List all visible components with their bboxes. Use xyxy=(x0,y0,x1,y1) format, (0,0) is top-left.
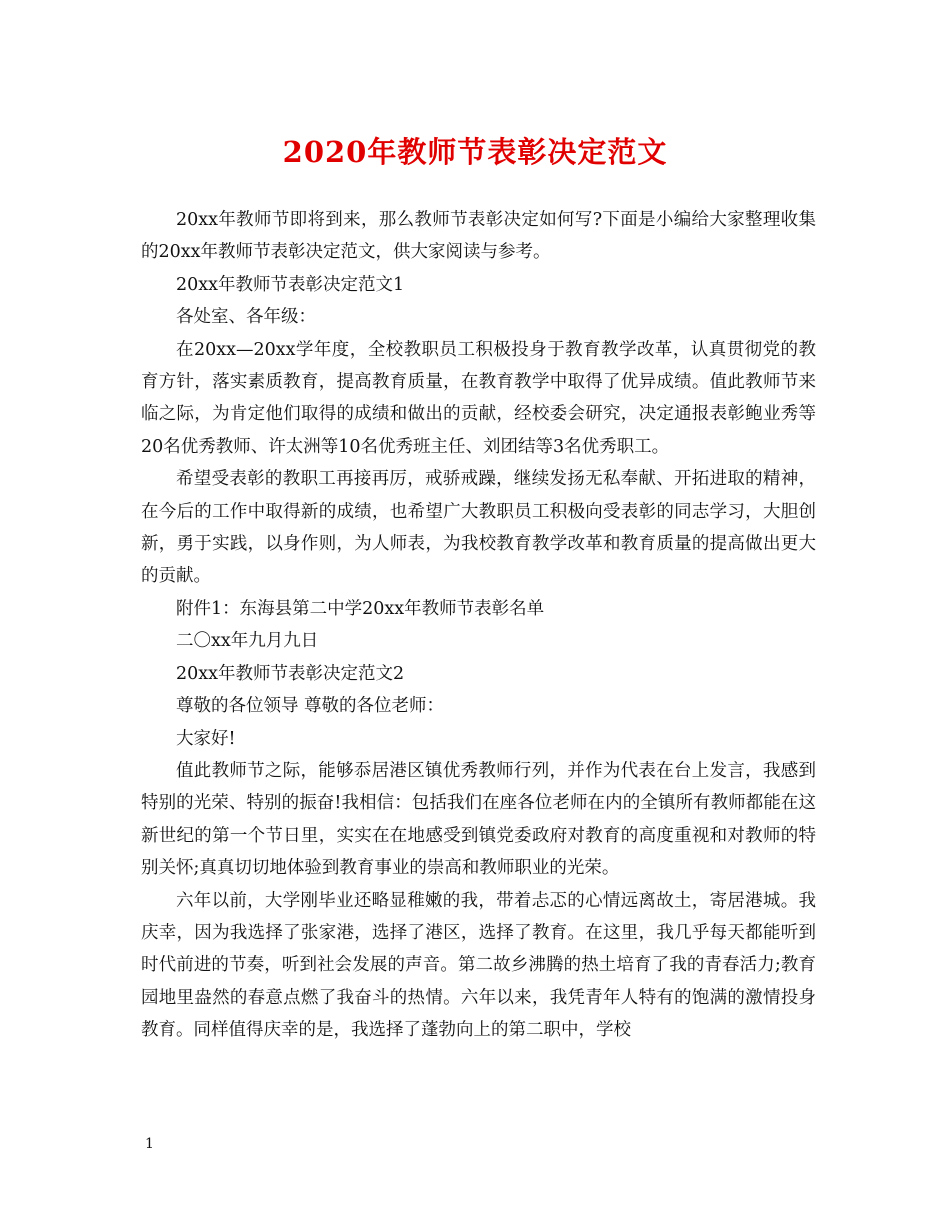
salutation-2: 尊敬的各位领导 尊敬的各位老师： xyxy=(176,696,445,717)
date-line: 二〇xx年九月九日 xyxy=(176,631,319,652)
salutation-1: 各处室、各年级： xyxy=(176,307,316,328)
greeting: 大家好! xyxy=(176,728,236,749)
paragraph-speech-2: 六年以前，大学刚毕业还略显稚嫩的我，带着忐忑的心情远离故土，寄居港城。我庆幸，因为我选择了张家港，选择了港区，选择了教育。在这里，我几乎每天都能听到时代前进的节奏，听到社会发展的声音。第二故乡沸腾的热土培育了我的青春活力;教育园地里盎然的春意点燃了我奋斗的热情。六年以来，我凭青年人特有的饱满的激情投身教育。同样值得庆幸的是，我选择了蓬勃向上的第二职中，学校 xyxy=(141,890,816,1041)
document-body xyxy=(141,204,816,1047)
attachment-line: 附件1：东海县第二中学20xx年教师节表彰名单 xyxy=(176,598,545,619)
page-number: 1 xyxy=(145,1136,154,1152)
paragraph-intro: 20xx年教师节即将到来，那么教师节表彰决定如何写?下面是小编给大家整理收集的20xx年教师节表彰决定范文，供大家阅读与参考。 xyxy=(141,210,816,263)
section-heading-2: 20xx年教师节表彰决定范文2 xyxy=(176,663,405,684)
section-heading-1: 20xx年教师节表彰决定范文1 xyxy=(176,274,405,295)
paragraph-achievements: 在20xx—20xx学年度，全校教职员工积极投身于教育教学改革，认真贯彻党的教育方针，落实素质教育，提高教育质量，在教育教学中取得了优异成绩。值此教师节来临之际，为肯定他们取得的成绩和做出的贡献，经校委会研究，决定通报表彰鲍业秀等20名优秀教师、许太洲等10名优秀班主任、刘团结等3名优秀职工。 xyxy=(141,339,816,457)
paragraph-speech-1: 值此教师节之际，能够忝居港区镇优秀教师行列，并作为代表在台上发言，我感到特别的光荣、特别的振奋!我相信：包括我们在座各位老师在内的全镇所有教师都能在这新世纪的第一个节日里，实实在在地感受到镇党委政府对教育的高度重视和对教师的特别关怀;真真切切地体验到教育事业的崇高和教师职业的光荣。 xyxy=(141,760,816,879)
paragraph-hope: 希望受表彰的教职工再接再厉，戒骄戒躁，继续发扬无私奉献、开拓进取的精神，在今后的工作中取得新的成绩，也希望广大教职员工积极向受表彰的同志学习，大胆创新，勇于实践，以身作则，为人师表，为我校教育教学改革和教育质量的提高做出更大的贡献。 xyxy=(141,469,816,587)
document-title: 2020年教师节表彰决定范文 xyxy=(282,135,668,169)
